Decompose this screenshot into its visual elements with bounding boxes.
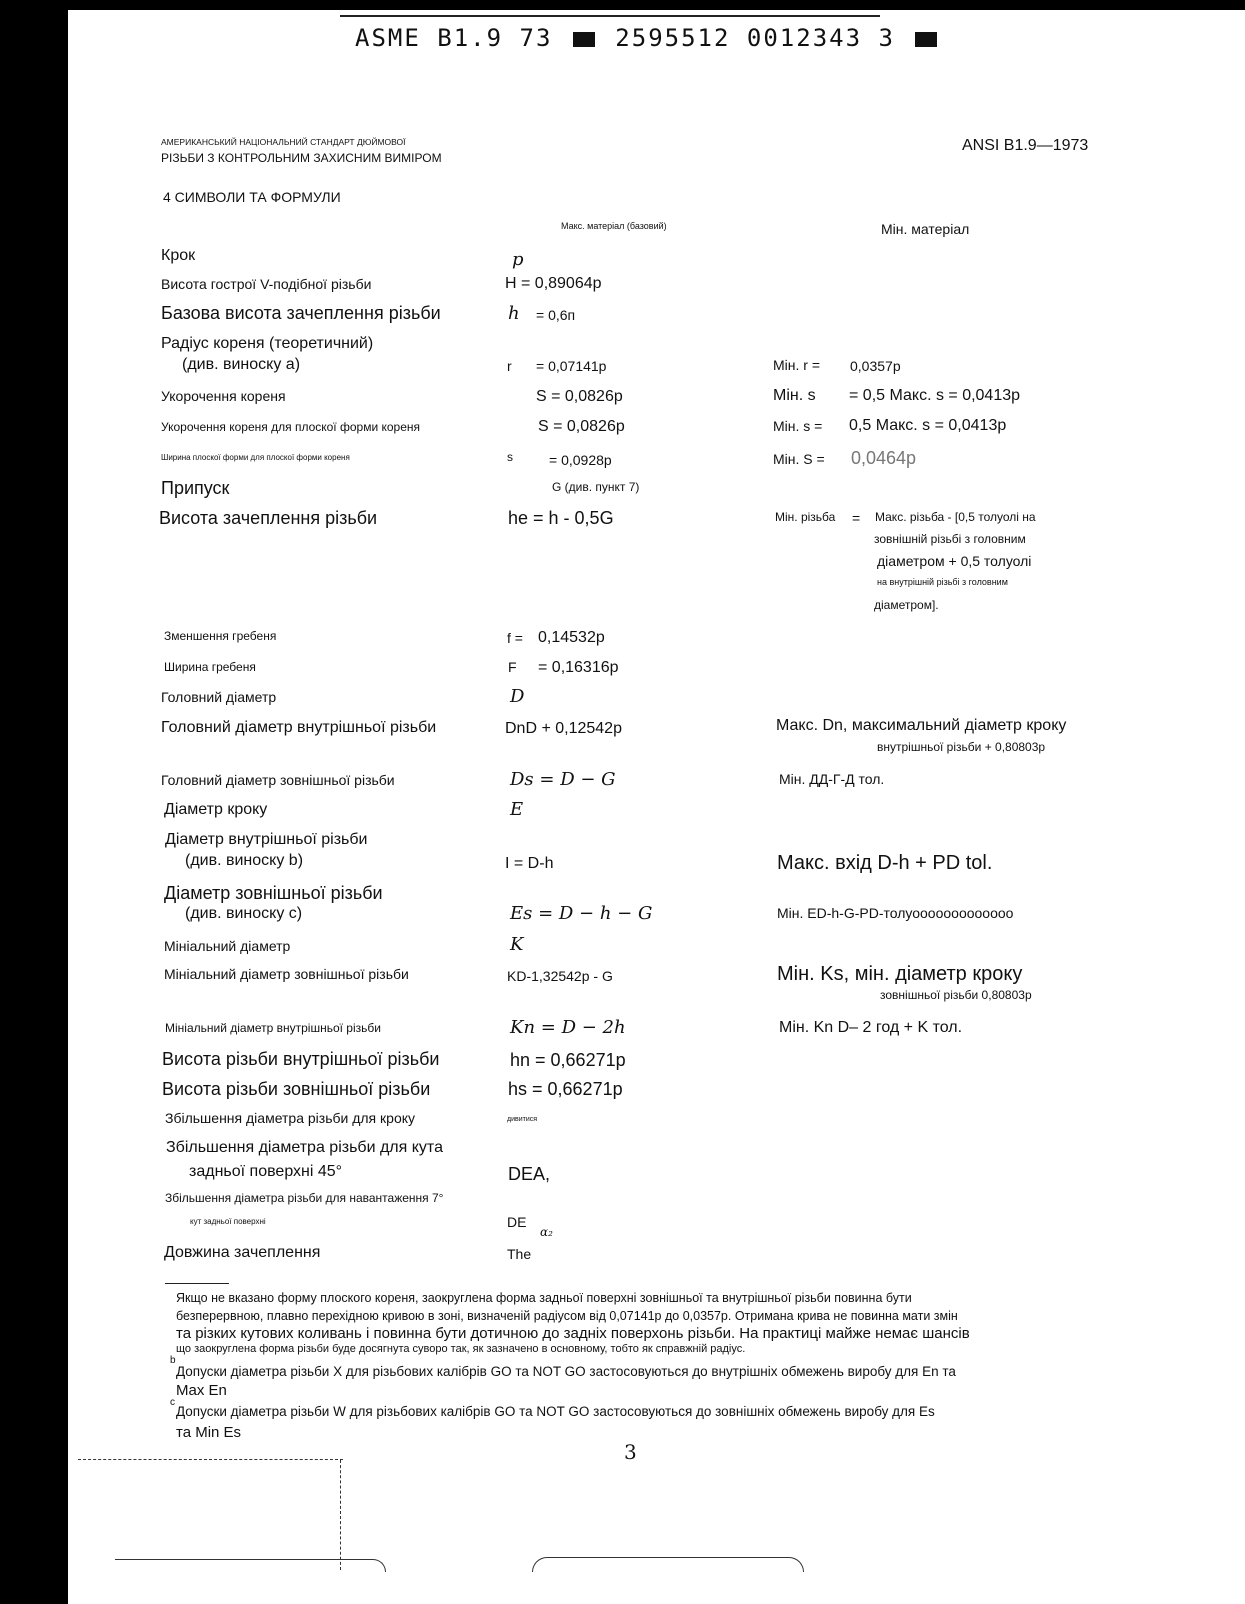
row-label: Ширина плоскої форми для плоскої форми кореня [161, 453, 350, 462]
scan-artifact [115, 1559, 386, 1572]
row-label: Діаметр зовнішньої різьби [164, 883, 383, 903]
column-header-max: Макс. матеріал (базовий) [561, 221, 667, 231]
row-min-value: = 0,5 Макс. s = 0,0413p [849, 387, 1021, 404]
row-label-note: (див. виноску c) [185, 905, 303, 922]
row-min-label: Мін. S = [773, 451, 825, 467]
row-formula: DE [507, 1214, 527, 1230]
scan-edge-left [0, 0, 68, 1604]
row-min-value: Мін. Kn D– 2 год + K тол. [779, 1019, 963, 1036]
row-min-line: зовнішньої різьби 0,80803p [880, 988, 1032, 1002]
row-min-label: Мін. r = [773, 357, 821, 373]
row-label: Головний діаметр зовнішньої різьби [161, 772, 395, 788]
row-formula: H = 0,89064p [505, 275, 602, 292]
row-label: Мініальний діаметр зовнішньої різьби [164, 966, 409, 982]
row-min-value: Мін. ED-h-G-PD-толуооооооооооооо [777, 905, 1014, 921]
row-formula: hs = 0,66271p [508, 1079, 623, 1099]
scan-edge-top [68, 0, 1245, 10]
footnote-c-line: Допуски діаметра різьби W для різьбових калібрів GO та NOT GO застосовуються до зовнішніх обмежень виробу для Es [176, 1404, 935, 1419]
footnote-a-line: Якщо не вказано форму плоского кореня, заокруглена форма задньої поверхні зовнішньої та внутрішньої різьби повинна бути [176, 1291, 912, 1305]
row-formula: E [510, 799, 524, 820]
row-formula: D [510, 686, 525, 707]
row-label: Діаметр внутрішньої різьби [165, 831, 368, 848]
footnote-b-line: Max En [176, 1382, 227, 1399]
row-formula: I = D-h [505, 855, 554, 872]
row-label: Висота різьби зовнішньої різьби [162, 1079, 431, 1099]
row-min-value: Макс. вхід D-h + PD tol. [777, 852, 993, 874]
page-number: 3 [624, 1440, 637, 1464]
scan-artifact [78, 1459, 343, 1460]
row-min-equals: = [852, 510, 861, 526]
redaction-block-icon [915, 32, 937, 47]
row-min-line: діаметром + 0,5 толуолі [877, 553, 1032, 569]
row-formula-symbol: r [507, 358, 512, 374]
row-label: Висота різьби внутрішньої різьби [162, 1049, 440, 1069]
header-rule [340, 15, 880, 17]
row-formula: he = h - 0,5G [508, 508, 614, 528]
row-formula: p [512, 249, 524, 270]
row-formula: = 0,07141p [536, 358, 607, 374]
row-label: Припуск [161, 478, 230, 498]
redaction-block-icon [573, 32, 595, 47]
footnote-b-line: Допуски діаметра різьби X для різьбових калібрів GO та NOT GO застосовуються до внутрішніх обмежень виробу для En та [176, 1364, 956, 1379]
row-label: Збільшення діаметра різьби для навантаження 7° [165, 1191, 444, 1205]
row-label: Мініальний діаметр [164, 938, 291, 954]
column-header-min: Мін. матеріал [881, 221, 970, 237]
row-min-line: на внутрішній різьбі з головним [877, 577, 1008, 587]
footnote-a-line: безперервною, плавно перехідною кривою в зоні, визначеній радіусом від 0,07141p до 0,0357p. Отримана крива не повинна мати змін [176, 1309, 958, 1323]
row-min-label: Мін. s [773, 387, 816, 404]
row-formula-symbol: f = [507, 630, 523, 646]
row-min-value: 0,0464p [851, 448, 917, 468]
row-label: Збільшення діаметра різьби для кроку [165, 1110, 416, 1126]
row-formula-symbol: F [508, 659, 517, 675]
row-label-note: (див. виноску a) [182, 356, 301, 373]
row-formula: S = 0,0826p [536, 388, 623, 405]
row-min-line: Мін. Ks, мін. діаметр кроку [777, 963, 1023, 985]
row-label: Крок [161, 247, 196, 264]
row-formula: Ds = D − G [510, 769, 616, 790]
row-formula-subscript: α₂ [540, 1225, 553, 1239]
row-label: Збільшення діаметра різьби для кута [166, 1139, 443, 1156]
header-code-tail: 2595512 0012343 3 [615, 24, 895, 52]
footnote-a-line: що заокруглена форма різьби буде досягнута суворо так, як зазначено в основному, тобто як справжній радіус. [176, 1343, 746, 1355]
header-code [355, 24, 941, 52]
row-formula: K [510, 934, 524, 955]
row-formula-symbol: h [508, 303, 520, 324]
row-formula: = 0,6п [536, 307, 576, 323]
header-code-text: ASME B1.9 73 [355, 24, 553, 52]
row-formula: DEA, [508, 1164, 551, 1184]
row-formula: Es = D − h − G [510, 903, 653, 924]
row-formula: Kn = D − 2h [510, 1017, 626, 1038]
row-min-label: Мін. різьба [775, 510, 836, 524]
row-label: Укорочення кореня [161, 388, 286, 404]
scan-artifact [340, 1460, 341, 1570]
org-line-2: РІЗЬБИ З КОНТРОЛЬНИМ ЗАХИСНИМ ВИМІРОМ [161, 151, 442, 165]
row-min-line: зовнішній різьбі з головним [874, 532, 1026, 546]
row-label: Базова висота зачеплення різьби [161, 303, 441, 323]
row-label-note: кут задньої поверхні [190, 1217, 266, 1226]
row-formula: = 0,16316p [538, 659, 619, 676]
row-label: Мініальний діаметр внутрішньої різьби [165, 1021, 381, 1035]
footnote-c-line: та Min Es [176, 1424, 242, 1441]
row-label: Висота зачеплення різьби [159, 508, 378, 528]
footnote-rule [165, 1283, 229, 1284]
row-label-note: (див. виноску b) [185, 852, 304, 869]
row-min-line: діаметром]. [874, 598, 939, 612]
row-formula: дивитися [507, 1116, 538, 1123]
row-formula: DnD + 0,12542p [505, 720, 622, 737]
row-label: Зменшення гребеня [164, 629, 277, 643]
row-label: Головний діаметр [161, 689, 277, 705]
row-formula: S = 0,0826p [538, 418, 625, 435]
footnote-a-line: та різких кутових коливань і повинна бути дотичною до задніх поверхонь різьби. На практиці майже немає шансів [176, 1325, 970, 1342]
row-formula: hn = 0,66271p [510, 1050, 626, 1070]
row-label: Головний діаметр внутрішньої різьби [161, 719, 437, 736]
row-min-label: Мін. s = [773, 418, 823, 434]
row-formula-symbol: s [507, 450, 513, 464]
row-label: Укорочення кореня для плоскої форми кореня [161, 420, 421, 434]
row-formula: KD-1,32542p - G [507, 968, 613, 984]
row-min-line: Макс. різьба - [0,5 толуолі на [875, 510, 1036, 524]
row-min-value: 0,0357p [850, 358, 901, 374]
standard-number: ANSI B1.9—1973 [962, 137, 1089, 154]
row-min-value: Мін. ДД-Г-Д тол. [779, 771, 885, 787]
row-formula: = 0,0928p [549, 452, 612, 468]
row-min-value: 0,5 Макс. s = 0,0413p [849, 417, 1007, 434]
row-label-note: задньої поверхні 45° [189, 1163, 343, 1180]
row-label: Довжина зачеплення [164, 1244, 321, 1261]
footnote-c-mark: c [170, 1397, 175, 1408]
scan-artifact [532, 1557, 804, 1572]
row-min-line: Макс. Dn, максимальний діаметр кроку [776, 717, 1067, 734]
row-formula: 0,14532p [538, 629, 605, 646]
row-label: Висота гострої V-подібної різьби [161, 276, 372, 292]
row-min-line: внутрішньої різьби + 0,80803p [877, 740, 1046, 754]
org-line-1: АМЕРИКАНСЬКИЙ НАЦІОНАЛЬНИЙ СТАНДАРТ ДЮЙМОВОЇ [161, 137, 406, 147]
row-formula: The [507, 1246, 532, 1262]
row-label: Радіус кореня (теоретичний) [161, 335, 374, 352]
row-formula: G (див. пункт 7) [552, 480, 640, 494]
section-title: 4 СИМВОЛИ ТА ФОРМУЛИ [163, 189, 341, 205]
row-label: Ширина гребеня [164, 660, 256, 674]
footnote-b-mark: b [170, 1355, 176, 1366]
row-label: Діаметр кроку [164, 801, 268, 818]
